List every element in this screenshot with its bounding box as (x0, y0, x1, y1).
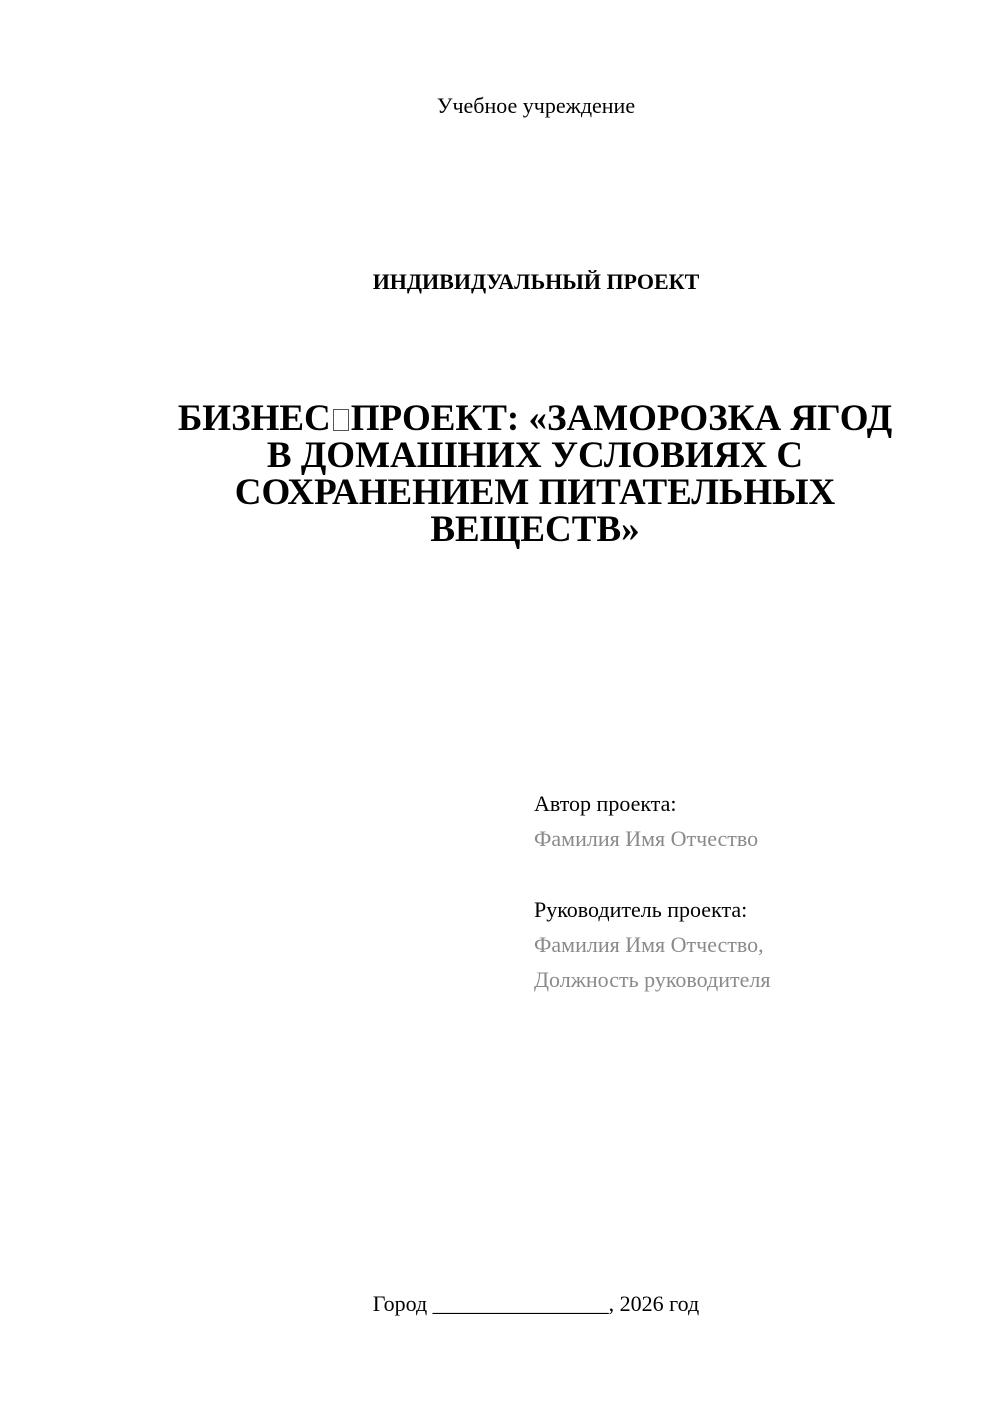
author-block (534, 786, 758, 856)
supervisor-label: Руководитель проекта: (534, 897, 748, 922)
institution-name: Учебное учреждение (436, 93, 636, 118)
supervisor-block (534, 892, 770, 997)
missing-glyph-icon (333, 409, 349, 431)
supervisor-name: Фамилия Имя Отчество, (534, 932, 764, 957)
project-type-heading: ИНДИВИДУАЛЬНЫЙ ПРОЕКТ (372, 269, 700, 294)
title-line-1 (140, 400, 930, 437)
author-name: Фамилия Имя Отчество (534, 826, 759, 851)
supervisor-position: Должность руководителя (534, 967, 771, 992)
title-line-4: ВЕЩЕСТВ» (430, 509, 640, 550)
title-line-3: СОХРАНЕНИЕМ ПИТАТЕЛЬНЫХ (234, 472, 836, 513)
city-year-line: Город ________________, 2026 год (372, 1291, 700, 1316)
title-line-1-part-a: БИЗНЕС (177, 398, 331, 439)
title-line-2: В ДОМАШНИХ УСЛОВИЯХ С (266, 435, 804, 476)
author-label: Автор проекта: (534, 791, 677, 816)
project-title (140, 400, 930, 548)
title-line-1-part-b: ПРОЕКТ: «ЗАМОРОЗКА ЯГОД (350, 398, 893, 439)
